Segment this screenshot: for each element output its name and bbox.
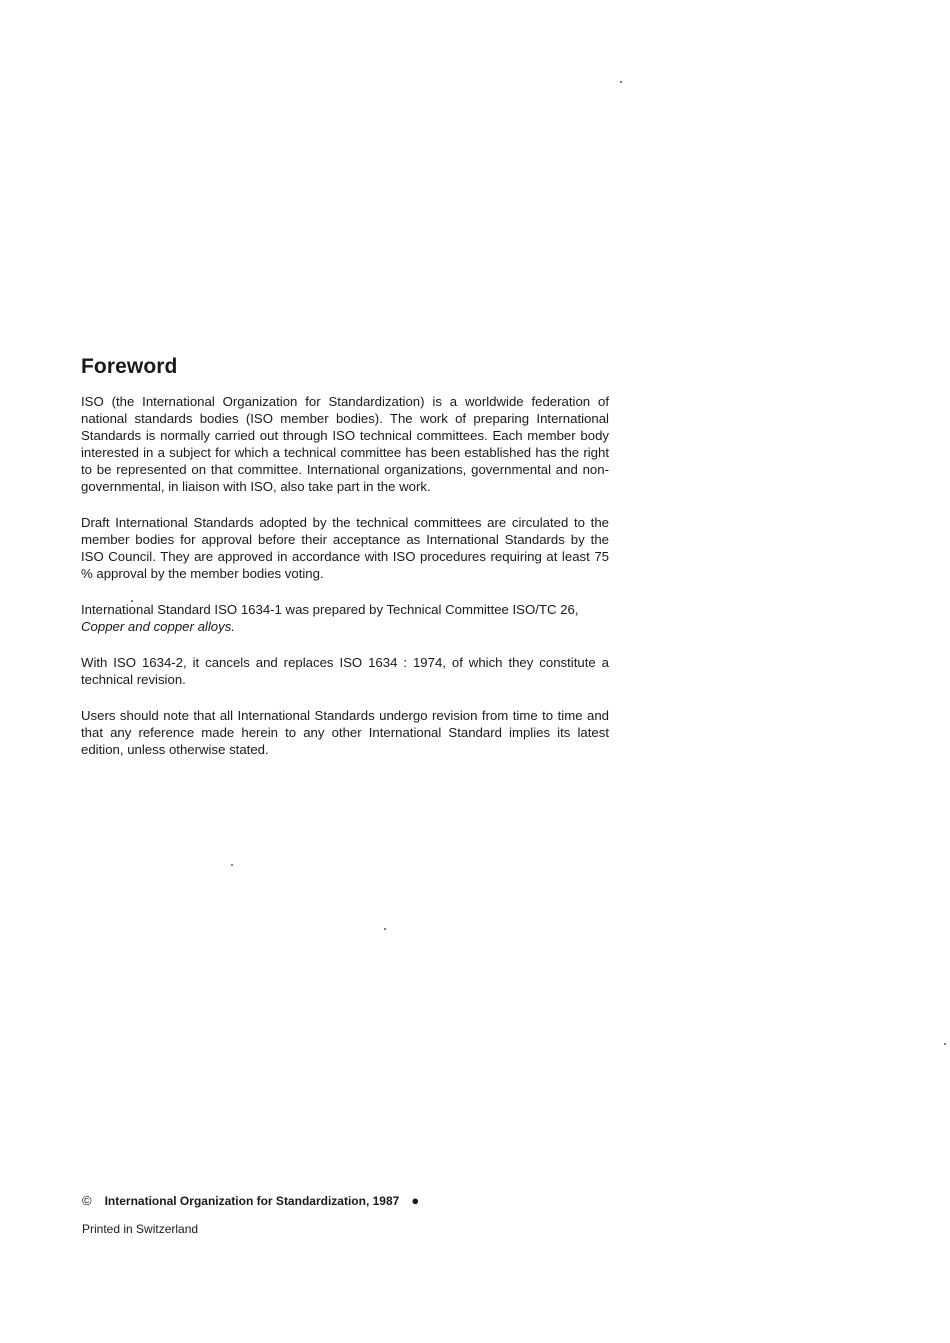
- page-title: Foreword: [81, 355, 178, 378]
- committee-subject: Copper and copper alloys.: [81, 619, 235, 634]
- bullet-icon: ●: [411, 1193, 420, 1208]
- copyright-text: International Organization for Standardization, 1987: [104, 1193, 400, 1208]
- foreword-section: [81, 355, 609, 777]
- copyright-line: [82, 1193, 582, 1208]
- paragraph-users-note: Users should note that all International Standards undergo revision from time to time and that any reference made herein to any other International Standard implies its latest edition, unless otherwise stated.: [81, 708, 609, 757]
- page-footer: [82, 1193, 582, 1236]
- scan-speck: [231, 864, 233, 866]
- scan-speck: [944, 1043, 946, 1045]
- scan-speck: [620, 81, 622, 83]
- prepared-by-text: International Standard ISO 1634-1 was prepared by Technical Committee ISO/TC 26,: [81, 602, 579, 617]
- scan-speck: [384, 928, 386, 930]
- scan-speck: [131, 600, 133, 602]
- copyright-icon: ©: [82, 1193, 92, 1208]
- paragraph-iso-description: ISO (the International Organization for Standardization) is a worldwide federation of national standards bodies (ISO member bodies). The work of preparing International Standards is normally carried out through ISO technical committees. Each member body interested in a subject for which a technical committee has been established has the right to be represented on that committee. International organizations, governmental and non-governmental, in liaison with ISO, also take part in the work.: [81, 394, 609, 494]
- printed-location: Printed in Switzerland: [82, 1222, 199, 1236]
- paragraph-prepared-by: [81, 601, 609, 635]
- paragraph-draft-standards: Draft International Standards adopted by the technical committees are circulated to the member bodies for approval before their acceptance as International Standards by the ISO Council. They are approved in accordance with ISO procedures requiring at least 75 % approval by the member bodies voting.: [81, 515, 609, 581]
- paragraph-replaces: With ISO 1634-2, it cancels and replaces ISO 1634 : 1974, of which they constitute a technical revision.: [81, 655, 609, 687]
